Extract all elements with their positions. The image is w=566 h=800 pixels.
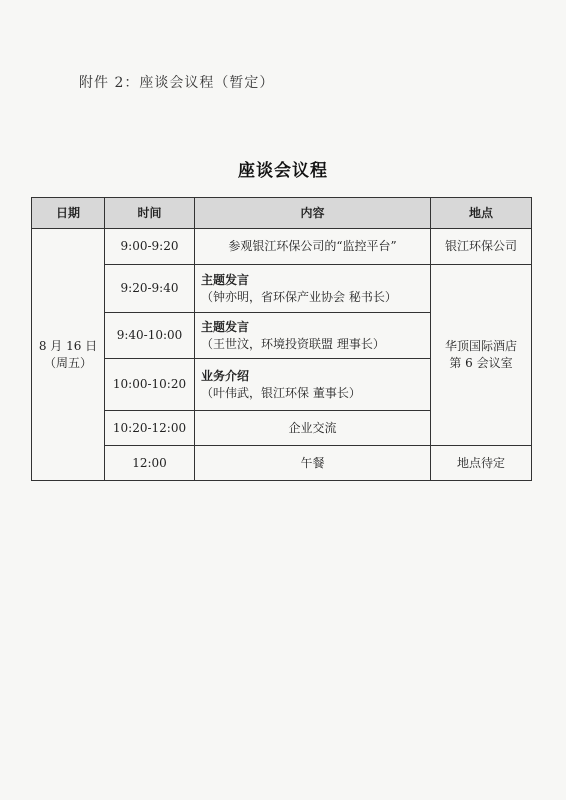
content-cell [195,359,431,411]
time-cell: 9:00-9:20 [105,229,195,265]
date-cell [32,229,105,481]
page-title: 座谈会议程 [238,161,328,181]
hotel-name: 华顶国际酒店 [444,339,517,353]
table-header-row [32,198,532,229]
header-date: 日期 [32,198,105,229]
header-time: 时间 [105,198,195,229]
content-cell [195,265,431,313]
time-cell: 10:20-12:00 [105,411,195,446]
location-cell: 银江环保公司 [431,229,532,265]
time-cell: 9:20-9:40 [105,265,195,313]
date-text: 8 月 16 日 [38,338,98,353]
agenda-speaker: （钟亦明，省环保产业协会 秘书长） [201,289,397,304]
agenda-topic: 主题发言 [201,272,250,287]
table-row [32,265,532,313]
table-row [32,229,532,265]
time-cell: 9:40-10:00 [105,313,195,359]
agenda-speaker: （王世汶，环境投资联盟 理事长） [201,336,385,351]
location-cell [431,265,532,446]
location-cell: 地点待定 [431,446,532,481]
header-content: 内容 [195,198,431,229]
agenda-topic: 主题发言 [201,319,250,334]
content-cell: 企业交流 [195,411,431,446]
header-location: 地点 [431,198,532,229]
table-row [32,446,532,481]
meeting-room: 第 6 会议室 [449,356,513,370]
time-cell: 10:00-10:20 [105,359,195,411]
content-cell: 午餐 [195,446,431,481]
attachment-title: 附件 2：座谈会议程（暂定） [79,75,275,91]
agenda-speaker: （叶伟武，银江环保 董事长） [201,385,361,400]
content-cell: 参观银江环保公司的“监控平台” [195,229,431,265]
weekday-text: （周五） [43,355,92,370]
content-cell [195,313,431,359]
time-cell: 12:00 [105,446,195,481]
agenda-topic: 业务介绍 [201,368,250,383]
agenda-table [31,197,532,481]
